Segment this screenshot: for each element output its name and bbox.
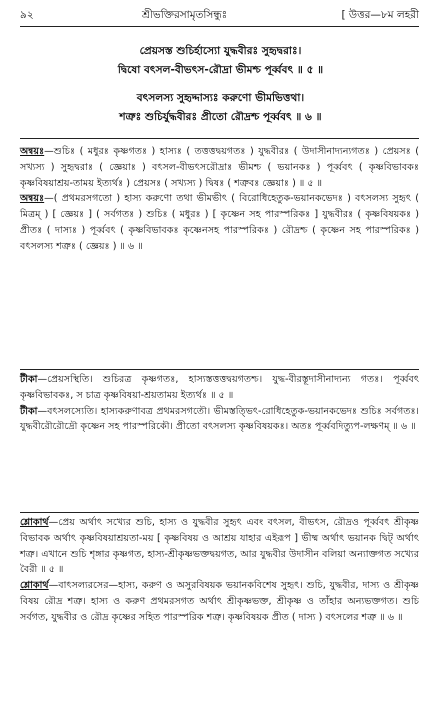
verse-line: শত্রুঃ শুচির্যুদ্ধবীরঃ প্রীতো রৌদ্রশ্চ পূর্ব্ববৎ ॥ ৬ ॥ bbox=[119, 111, 322, 123]
sanskrit-verse bbox=[0, 42, 441, 127]
tika-label: টীকা bbox=[20, 374, 38, 385]
running-title: শ্রীভক্তিরসামৃতসিন্ধুঃ bbox=[142, 9, 228, 21]
chapter-label: [ উত্তর—৮ম লহরী bbox=[341, 9, 419, 21]
anvaya-paragraph bbox=[20, 191, 419, 254]
shlokartha-paragraph bbox=[20, 578, 419, 625]
tika-label: টীকা bbox=[20, 405, 38, 417]
tika-paragraph bbox=[20, 372, 419, 404]
shlokartha-text: —বাৎসল্যরসের—হাস্য, করুণ ও অসুরবিষয়ক ভয়ানকবিশেষ সুহৃৎ। শুচি, যুদ্ধবীর, দাস্য ও শ্রীকৃষ্ণ বিষয় রৌদ্র শত্রু। হাস্য ও করুণ প্রথমরসগত অর্থাৎ শ্রীকৃষ্ণভক্ত, শ্রীকৃষ্ণ ও তাঁহার অন্যভক্তগত। শুচি সর্বগত, যুদ্ধবীর ও রৌদ্র কৃষ্ণের সহিত পারস্পরিক শত্রু। কৃষ্ণবিষয়ক প্রীত ( দাস্য ) বৎসলের শত্রু ॥ ৬ ॥ bbox=[20, 580, 419, 623]
shlokartha-label: শ্লোকার্থ bbox=[20, 517, 49, 528]
anvaya-text: —শুচিঃ ( মধুরঃ কৃষ্ণগতঃ ) হাস্যঃ ( তত্তত্তদ্বয়গতঃ ) যুদ্ধবীরঃ ( উদাসীনাদ্যন্যগতঃ ) প্রেয়সঃ ( সখ্যস্য ) সুহৃদ্বরাঃ ( জ্ঞেয়াঃ ) বৎসল-বীভৎসরৌদ্রাঃ ভীমশ্চ ( ভয়ানকঃ ) পূর্ব্ববৎ ( কৃষ্ণবিভাবকঃ কৃষ্ণবিষয়াশ্রয়-তাময় ইত্যর্থঃ ) প্রেয়সঃ ( সখ্যস্য ) দ্বিষঃ ( শত্রুবঃ জ্ঞেয়াঃ ) ॥ ৫ ॥ bbox=[20, 146, 419, 189]
anvaya-text: —( প্রথমরসগতো ) হাস্য করুণো তথা ভীমভীৎ ( বিরোধিহেতুক-ভয়ানকভেদঃ ) বৎসলস্য সুহৃৎ ( মিত্রম্ ) [ জ্ঞেয়ঃ ] ( সর্বগতঃ ) শুচিঃ ( মধুরঃ ) [ কৃষ্ণেন সহ পারস্পরিকঃ ] যুদ্ধবীরঃ ( কৃষ্ণবিষয়কঃ ) প্রীতঃ ( দাস্যঃ ) পূর্ব্ববৎ ( কৃষ্ণবিভাবকঃ কৃষ্ণেনসহ পারস্পরিকঃ ) রৌদ্রশ্চ ( কৃষ্ণেন সহ পারস্পরিকঃ ) বৎসলস্য শত্রুঃ ( জ্ঞেয়ঃ ) ॥ ৬ ॥ bbox=[20, 193, 419, 252]
tika-text: —প্রেয়সস্থিতি। শুচিরত্র কৃষ্ণগতঃ, হাস্যস্তত্তত্তদ্বয়গতশ্চ। যুদ্ধ-বীরস্তূদাসীনাদ্যন্য গতঃ। পূর্ব্ববৎ কৃষ্ণবিভাবকঃ, স চাত্র কৃষ্ণবিষয়া-শ্রয়তাময় ইত্যর্থঃ ॥ ৫ ॥ bbox=[20, 374, 419, 401]
tika-section bbox=[20, 372, 419, 435]
anvaya-label: অন্বয়ঃ bbox=[20, 146, 45, 157]
tika-paragraph bbox=[20, 404, 419, 436]
shlokartha-text: —প্রেয় অর্থাৎ সখ্যের শুচি, হাস্য ও যুদ্ধবীর সুহৃৎ এবং বৎসল, বীভৎস, রৌদ্রও পূর্ব্ববৎ শ্রীকৃষ্ণ বিভাবক অর্থাৎ কৃষ্ণবিষয়াশ্রয়তা-ময় [ কৃষ্ণবিষয় ও আশ্রয় যাহার এইরূপ ] ভীষ্ম অর্থাৎ ভয়ানক দ্বিট্ অর্থাৎ শত্রু। এখানে শুচি শৃঙ্গার কৃষ্ণগত, হাস্য-শ্রীকৃষ্ণভক্তদ্বয়গত, আর যুদ্ধবীর উদাসীন বলিয়া অন্যাক্তগত সখ্যের বৈরী ॥ ৫ ॥ bbox=[20, 517, 419, 576]
section-rule bbox=[20, 138, 419, 139]
header-rule bbox=[20, 26, 419, 27]
verse-line: দ্বিষো বৎসল-বীভৎস-রৌদ্রা ভীমশ্চ পূর্ব্ববৎ ॥ ৫ ॥ bbox=[117, 64, 324, 76]
section-rule bbox=[20, 512, 419, 513]
anvaya-paragraph bbox=[20, 144, 419, 191]
shlokartha-label: শ্লোকার্থ bbox=[20, 580, 49, 592]
shlokartha-paragraph bbox=[20, 515, 419, 578]
verse-line: প্রেয়সস্ত শুচির্হাস্যো যুদ্ধবীরঃ সুহৃদ্বরাঃ। bbox=[139, 45, 302, 57]
shlokartha-section bbox=[20, 515, 419, 626]
page-number: ৯২ bbox=[20, 9, 34, 21]
tika-text: —বৎসলস্যেতি। হাস্যকরুণাবত্র প্রথমরসগতৌ। ভীমস্তত্ভিৎ-রোধিহেতুক-ভয়ানকভেদঃ শুচিঃ সর্বগতঃ। যুদ্ধবীরৌরৌদ্রৌ কৃষ্ণেন সহ পারস্পরিকৌ। প্রীতো বৎসলস্য কৃষ্ণবিষয়কঃ। অতঃ পূর্ব্ববদিত্যুপ-লক্ষণম্ ॥ ৬ ॥ bbox=[20, 405, 419, 433]
anvaya-section bbox=[20, 144, 419, 255]
section-rule bbox=[20, 369, 419, 370]
page-header bbox=[20, 8, 419, 24]
anvaya-label: অন্বয়ঃ bbox=[20, 193, 45, 205]
verse-line: বৎসলস্য সুহৃদ্দাস্যঃ করুণো ভীমভিত্তথা। bbox=[136, 92, 305, 104]
